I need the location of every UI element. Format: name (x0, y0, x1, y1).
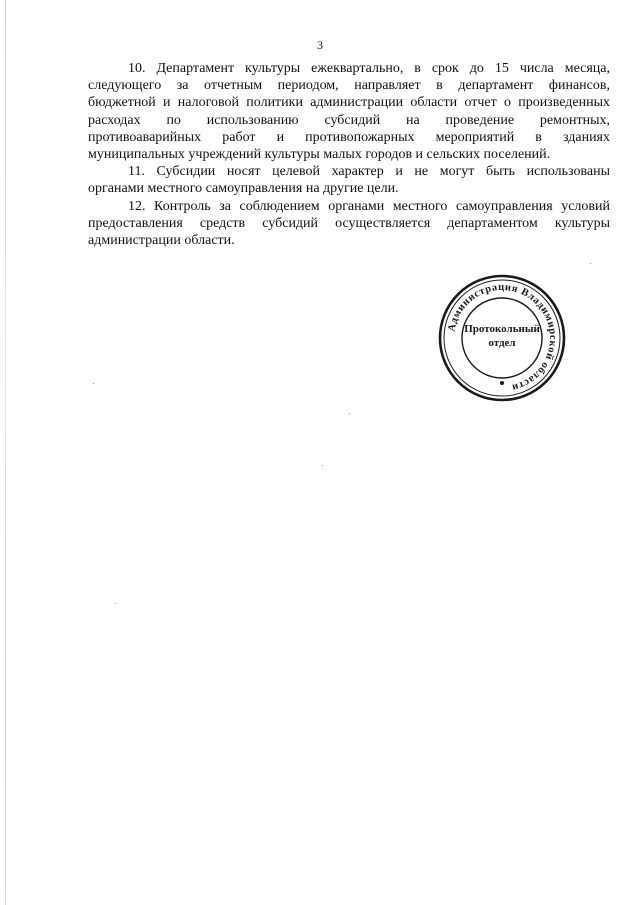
paragraph-12-line-2: предоставления средств субсидий осуществляется департаментом культуры (88, 215, 610, 231)
paragraph-11-line-1: 11. Субсидии носят целевой характер и не могут быть использованы (128, 164, 610, 180)
official-stamp (437, 273, 567, 403)
paragraph-10-line-2: следующего за отчетным периодом, направляет в департамент финансов, (88, 78, 610, 94)
paragraph-10-line-3: бюджетной и налоговой политики администрации области отчет о произведенных (88, 95, 610, 111)
paragraph-10-line-6: муниципальных учреждений культуры малых городов и сельских поселений. (88, 146, 551, 162)
paragraph-10-line-4: расходах по использованию субсидий на проведение ремонтных, (88, 112, 610, 128)
stamp-center-line-2: отдел (488, 337, 516, 349)
scan-speck (93, 383, 94, 384)
paragraph-10-line-5: противоаварийных работ и противопожарных мероприятий в зданиях (88, 129, 610, 145)
scan-speck (590, 263, 591, 264)
page-number: 3 (317, 38, 323, 52)
scan-speck (349, 413, 350, 414)
paragraph-12-line-3: администрации области. (88, 232, 235, 248)
paragraph-11-line-2: органами местного самоуправления на другие цели. (88, 181, 399, 197)
scan-edge (5, 0, 6, 905)
scan-speck (322, 465, 323, 466)
paragraph-12-line-1: 12. Контроль за соблюдением органами местного самоуправления условий (128, 198, 610, 214)
document-body (88, 60, 610, 249)
stamp-ring-text: Администрация Владимирской области (446, 281, 559, 393)
stamp-dot (500, 381, 504, 385)
paragraph-10-line-1: 10. Департамент культуры ежеквартально, в срок до 15 числа месяца, (128, 61, 610, 76)
stamp-center-line-1: Протокольный (464, 323, 540, 335)
scan-speck (115, 603, 116, 604)
